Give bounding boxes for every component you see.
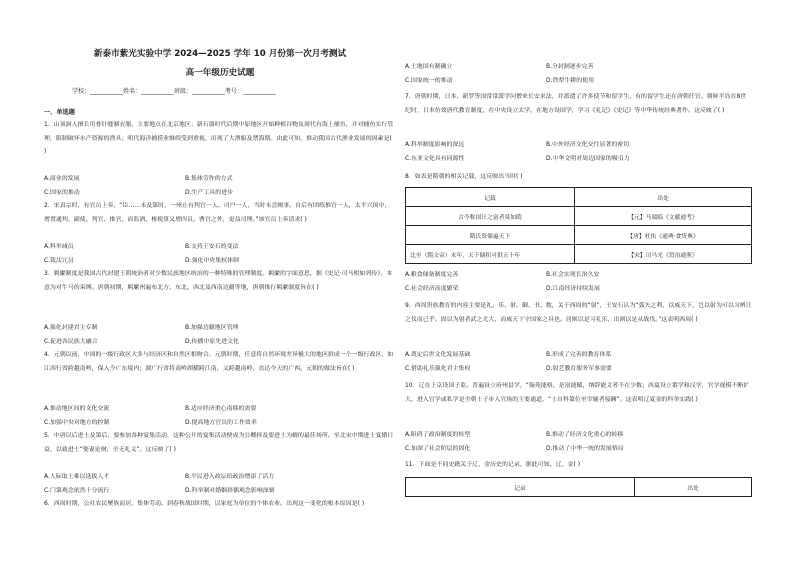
- q10-option-a[interactable]: A.阻碍了政治制度的转型: [405, 431, 471, 438]
- q1-option-a[interactable]: A.商业的发展: [44, 175, 80, 182]
- q6-option-c[interactable]: C.国家统一的推动: [405, 77, 453, 84]
- question-7-stem: 7．唐朝时期，日本、新罗等国常常派学问僧来长安求法，并派遣了许多使节和留学生，有的留学生还在唐朝任官。朝鲜半岛在8世纪时，日本仿效唐代教育制度，在中央设立太学，在地方设国学，学习《礼记》《史记》等中华传统经典著作。这反映了( ): [405, 93, 747, 114]
- exam-subtitle: 高一年级历史试题: [185, 68, 255, 78]
- table-row: [406, 207, 752, 226]
- table-row: [406, 245, 752, 264]
- table-cell-source: 【元】马端临《文献通考》: [575, 207, 752, 226]
- question-2-stem: 2．宋真宗时，有官员上奏，“臣……未及第时，一州止有判官一人、司户一人，当时未尝阙事。自后有团练推官一人，太平兴国中，增置通判、副使、判官、推官，而监酒、榷税算又增四员。曹官之外，更益司理。”该官员上奏请求( ): [44, 202, 391, 223]
- right-column: [405, 0, 752, 562]
- table-cell-record: 隋氏资储遍天下: [406, 226, 575, 245]
- question-9-stem: 9．西周贵族教育的内容主要是礼、乐、射、御、书、数，关于西周的“射”，王安石认为“弧矢之利，以威天下，岂以射为可以习辨让之仪而已乎。固以为射者武之尤大，而威天下守国家之具也。居则以是习礼乐，出则以是从战伐。”这表明西周( ): [405, 302, 752, 323]
- question-11-stem: 11．下面是不同史籍关于辽、金历史的记录，据此可知，辽、金( ): [405, 461, 581, 468]
- table-header-row: [406, 478, 752, 497]
- q5-option-a[interactable]: A.人际取士难以选拔人才: [44, 473, 110, 480]
- q6-option-d[interactable]: D.铁犁牛耕的使用: [546, 77, 595, 84]
- table-header-source: 出处: [575, 188, 752, 207]
- q2-option-d[interactable]: D.强化中央集权体制: [185, 257, 239, 264]
- q4-option-c[interactable]: C.加强中央对地方的控制: [44, 419, 110, 426]
- table-q8: [405, 187, 752, 264]
- table-header-record: 记载: [406, 188, 575, 207]
- q5-option-c[interactable]: C.门第观念依然十分流行: [44, 487, 110, 494]
- q5-option-d[interactable]: D.科举制对婚姻择偶观念影响深刻: [185, 487, 275, 494]
- q6-option-a[interactable]: A.土地国有制确立: [405, 63, 453, 70]
- q1-option-d[interactable]: D.生产工具的进步: [185, 189, 234, 196]
- q7-option-b[interactable]: B.中外经济文化交往显著的密切: [546, 141, 630, 148]
- q8-option-d[interactable]: D.江南经济持续发展: [546, 285, 600, 292]
- q5-option-b[interactable]: B.平民进入政坛给政治增添了活力: [185, 473, 275, 480]
- question-3-stem: 3．羁縻制度是我国古代封建王朝统治者对少数民族地区统治的一种特殊的管理制度。羁縻的字面意思，据《史记·司马相如列传》，本意为对牛马的束缚。唐朝初期，羁縻州遍布北方、东北、西北及西南边疆等地，唐朝推行羁縻制度旨在( ): [44, 270, 393, 291]
- question-8-stem: 8．如表是隋朝的相关记载，这反映出当时( ): [405, 173, 523, 180]
- table-cell-source: 【宋】司马光《资治通鉴》: [575, 245, 752, 264]
- table-q11: [405, 477, 752, 497]
- q7-option-c[interactable]: C.东亚文化具有同源性: [405, 155, 465, 162]
- question-1-stem: 1．山顶洞人擅长用骨针缝制衣服，主要地点在北京地区；新石器时代后期中原地区开始种植谷物及周代有海上捕鱼，并对捕鱼实行管理，限制破坏水产资源的渔具；明代海洋捕捞业继续受到重视，出现了大渔船及禁海期。由此可知，推动我国古代渔业发展的因素是( ): [44, 121, 394, 155]
- q4-option-b[interactable]: B.适应经济重心南移的需要: [185, 405, 257, 412]
- exam-title: 新泰市紫光实验中学 2024—2025 学年 10 月份第一次月考测试: [93, 49, 347, 59]
- table-cell-record: 古今称国计之富者莫如隋: [406, 207, 575, 226]
- table-cell-record: 比至（隋文帝）末年，天下储积可供五十年: [406, 245, 575, 264]
- q7-option-a[interactable]: A.科举制度影响的深远: [405, 141, 465, 148]
- q9-option-d[interactable]: D.射艺教育服务军事需要: [546, 365, 612, 372]
- q8-option-b[interactable]: B.社会实现长治久安: [546, 271, 600, 278]
- table-header-source: 出处: [635, 478, 752, 497]
- student-info-line: 学校：___________姓名：___________班级：___________考号：___________: [72, 88, 277, 95]
- q9-option-a[interactable]: A.奠定后世文化发展基础: [405, 351, 471, 358]
- q9-option-b[interactable]: B.形成了完善的教育体系: [546, 351, 612, 358]
- q1-option-c[interactable]: C.国家的推动: [44, 189, 80, 196]
- q3-option-d[interactable]: D.传播中原先进文化: [185, 338, 239, 345]
- left-column: [44, 0, 396, 562]
- question-4-stem: 4．元朝以前，中国的一级行政区大多与经济区和自然区相吻合。元朝时期，任意将自然环境差异极大的地区拼成一个一级行政区，如江西行省跨越南岭，保入今广东境内；湖广行省将南岭湖横跨江南，又跨越南岭，直达今天的广西。元朝的做法旨在( ): [44, 351, 394, 372]
- q3-option-a[interactable]: A.强化封建君主专制: [44, 324, 98, 331]
- q4-option-d[interactable]: D.提高地方官员的工作效率: [185, 419, 257, 426]
- q4-option-a[interactable]: A.推动地区间的文化交流: [44, 405, 110, 412]
- q1-option-b[interactable]: B.集体劳作的方式: [185, 175, 233, 182]
- q2-option-b[interactable]: B.支持王安石的变法: [185, 243, 239, 250]
- q7-option-d[interactable]: D.中华文明对周边国家的吸引力: [546, 155, 630, 162]
- table-cell-source: 【唐】杜佑《通典·食货典》: [575, 226, 752, 245]
- q9-option-c[interactable]: C.借助礼乐强化君主集权: [405, 365, 471, 372]
- question-6-stem: 6．西周时期，公社农民聚族而居，集体劳动。到春秋战国时期，以家庭为单位的个体农业。出现这一变化的根本原因是( ): [44, 500, 365, 507]
- q6-option-b[interactable]: B.分封制逐步完善: [546, 63, 594, 70]
- q8-option-c[interactable]: C.社会经济高度繁荣: [405, 285, 459, 292]
- table-row: [406, 226, 752, 245]
- table-header-record: 记录: [406, 478, 635, 497]
- question-10-stem: 10．辽在上京设国子监，普遍设立府州县学，“翰苑能格，是富能赋，纳辞能文者不在少数；西夏设立番学和汉学，官学视模不断扩大，进入官学或私学是全朝士子步入官场的主要通道，“士自科第位至宰辅者接踵”。这表明辽夏金的科举实践( ): [405, 382, 750, 403]
- question-5-stem: 5．中唐以后进士及第后，要参加各种宴集活动，这种公开的宴集活动便成为公卿择及要进士为婿的最佳场所。至北宋中期进士宴婚日益，以致进士“娶妻论财，全无礼义”。这反映了( ): [44, 432, 394, 453]
- q10-option-c[interactable]: C.加深了社会阶层的固化: [405, 445, 471, 452]
- table-header-row: [406, 188, 752, 207]
- q2-option-a[interactable]: A.科举减员: [44, 243, 74, 250]
- q3-option-c[interactable]: C.促进各民族大融合: [44, 338, 98, 345]
- section-title: 一、单选题: [44, 109, 75, 116]
- q10-option-d[interactable]: D.推动了中华一统的发展格局: [546, 445, 624, 452]
- q10-option-b[interactable]: B.推动了经济文化重心的转移: [546, 431, 624, 438]
- q3-option-b[interactable]: B.加强边疆地区管理: [185, 324, 239, 331]
- q2-option-c[interactable]: C.裁汰冗员: [44, 257, 74, 264]
- q8-option-a[interactable]: A.粮食储备制度完善: [405, 271, 459, 278]
